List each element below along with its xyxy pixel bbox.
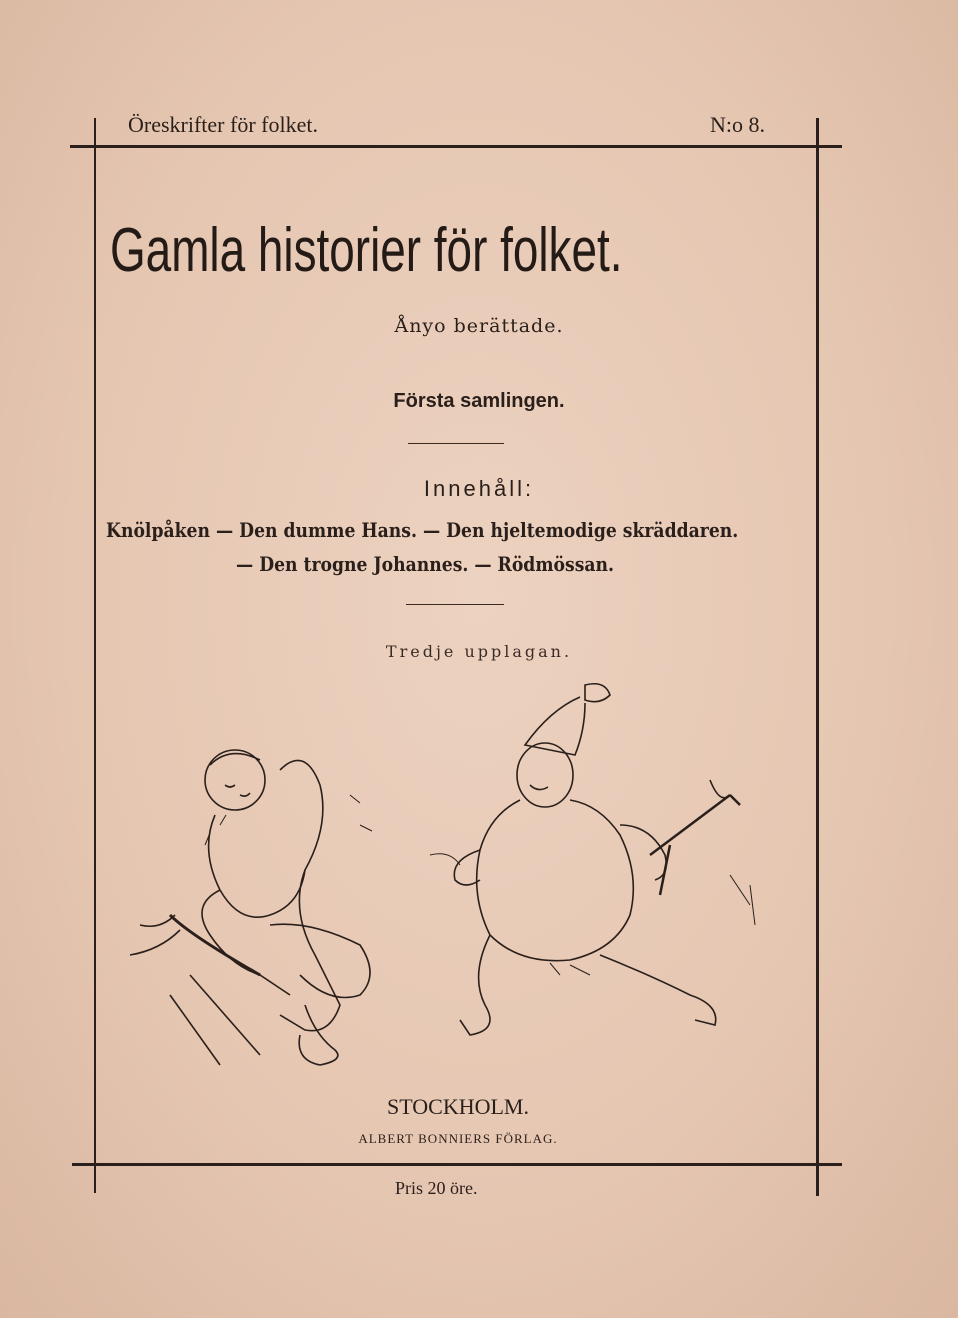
issue-number: N:o 8. [710,112,765,137]
subtitle: Ånyo berättade. [394,315,564,337]
series-name: Öreskrifter för folket. [128,112,318,137]
engraving-illustration [130,675,780,1085]
bottom-rule [72,1163,842,1166]
contents-line: — Den trogne Johannes. — Rödmössan. [236,552,615,576]
imprint-publisher: ALBERT BONNIERS FÖRLAG. [358,1131,558,1146]
edition-label: Tredje upplagan. [385,642,573,661]
divider [406,604,504,605]
contents-heading: Innehåll: [423,476,535,501]
collection-label: Första samlingen. [393,390,565,412]
imprint-city: STOCKHOLM. [386,1094,529,1119]
contents-line: Knölpåken — Den dumme Hans. — Den hjeltemodige skräddaren. [106,518,739,542]
price-label: Pris 20 öre. [395,1178,478,1198]
top-rule [70,145,842,148]
divider [408,443,504,444]
page-title: Gamla historier för folket. [110,216,623,285]
